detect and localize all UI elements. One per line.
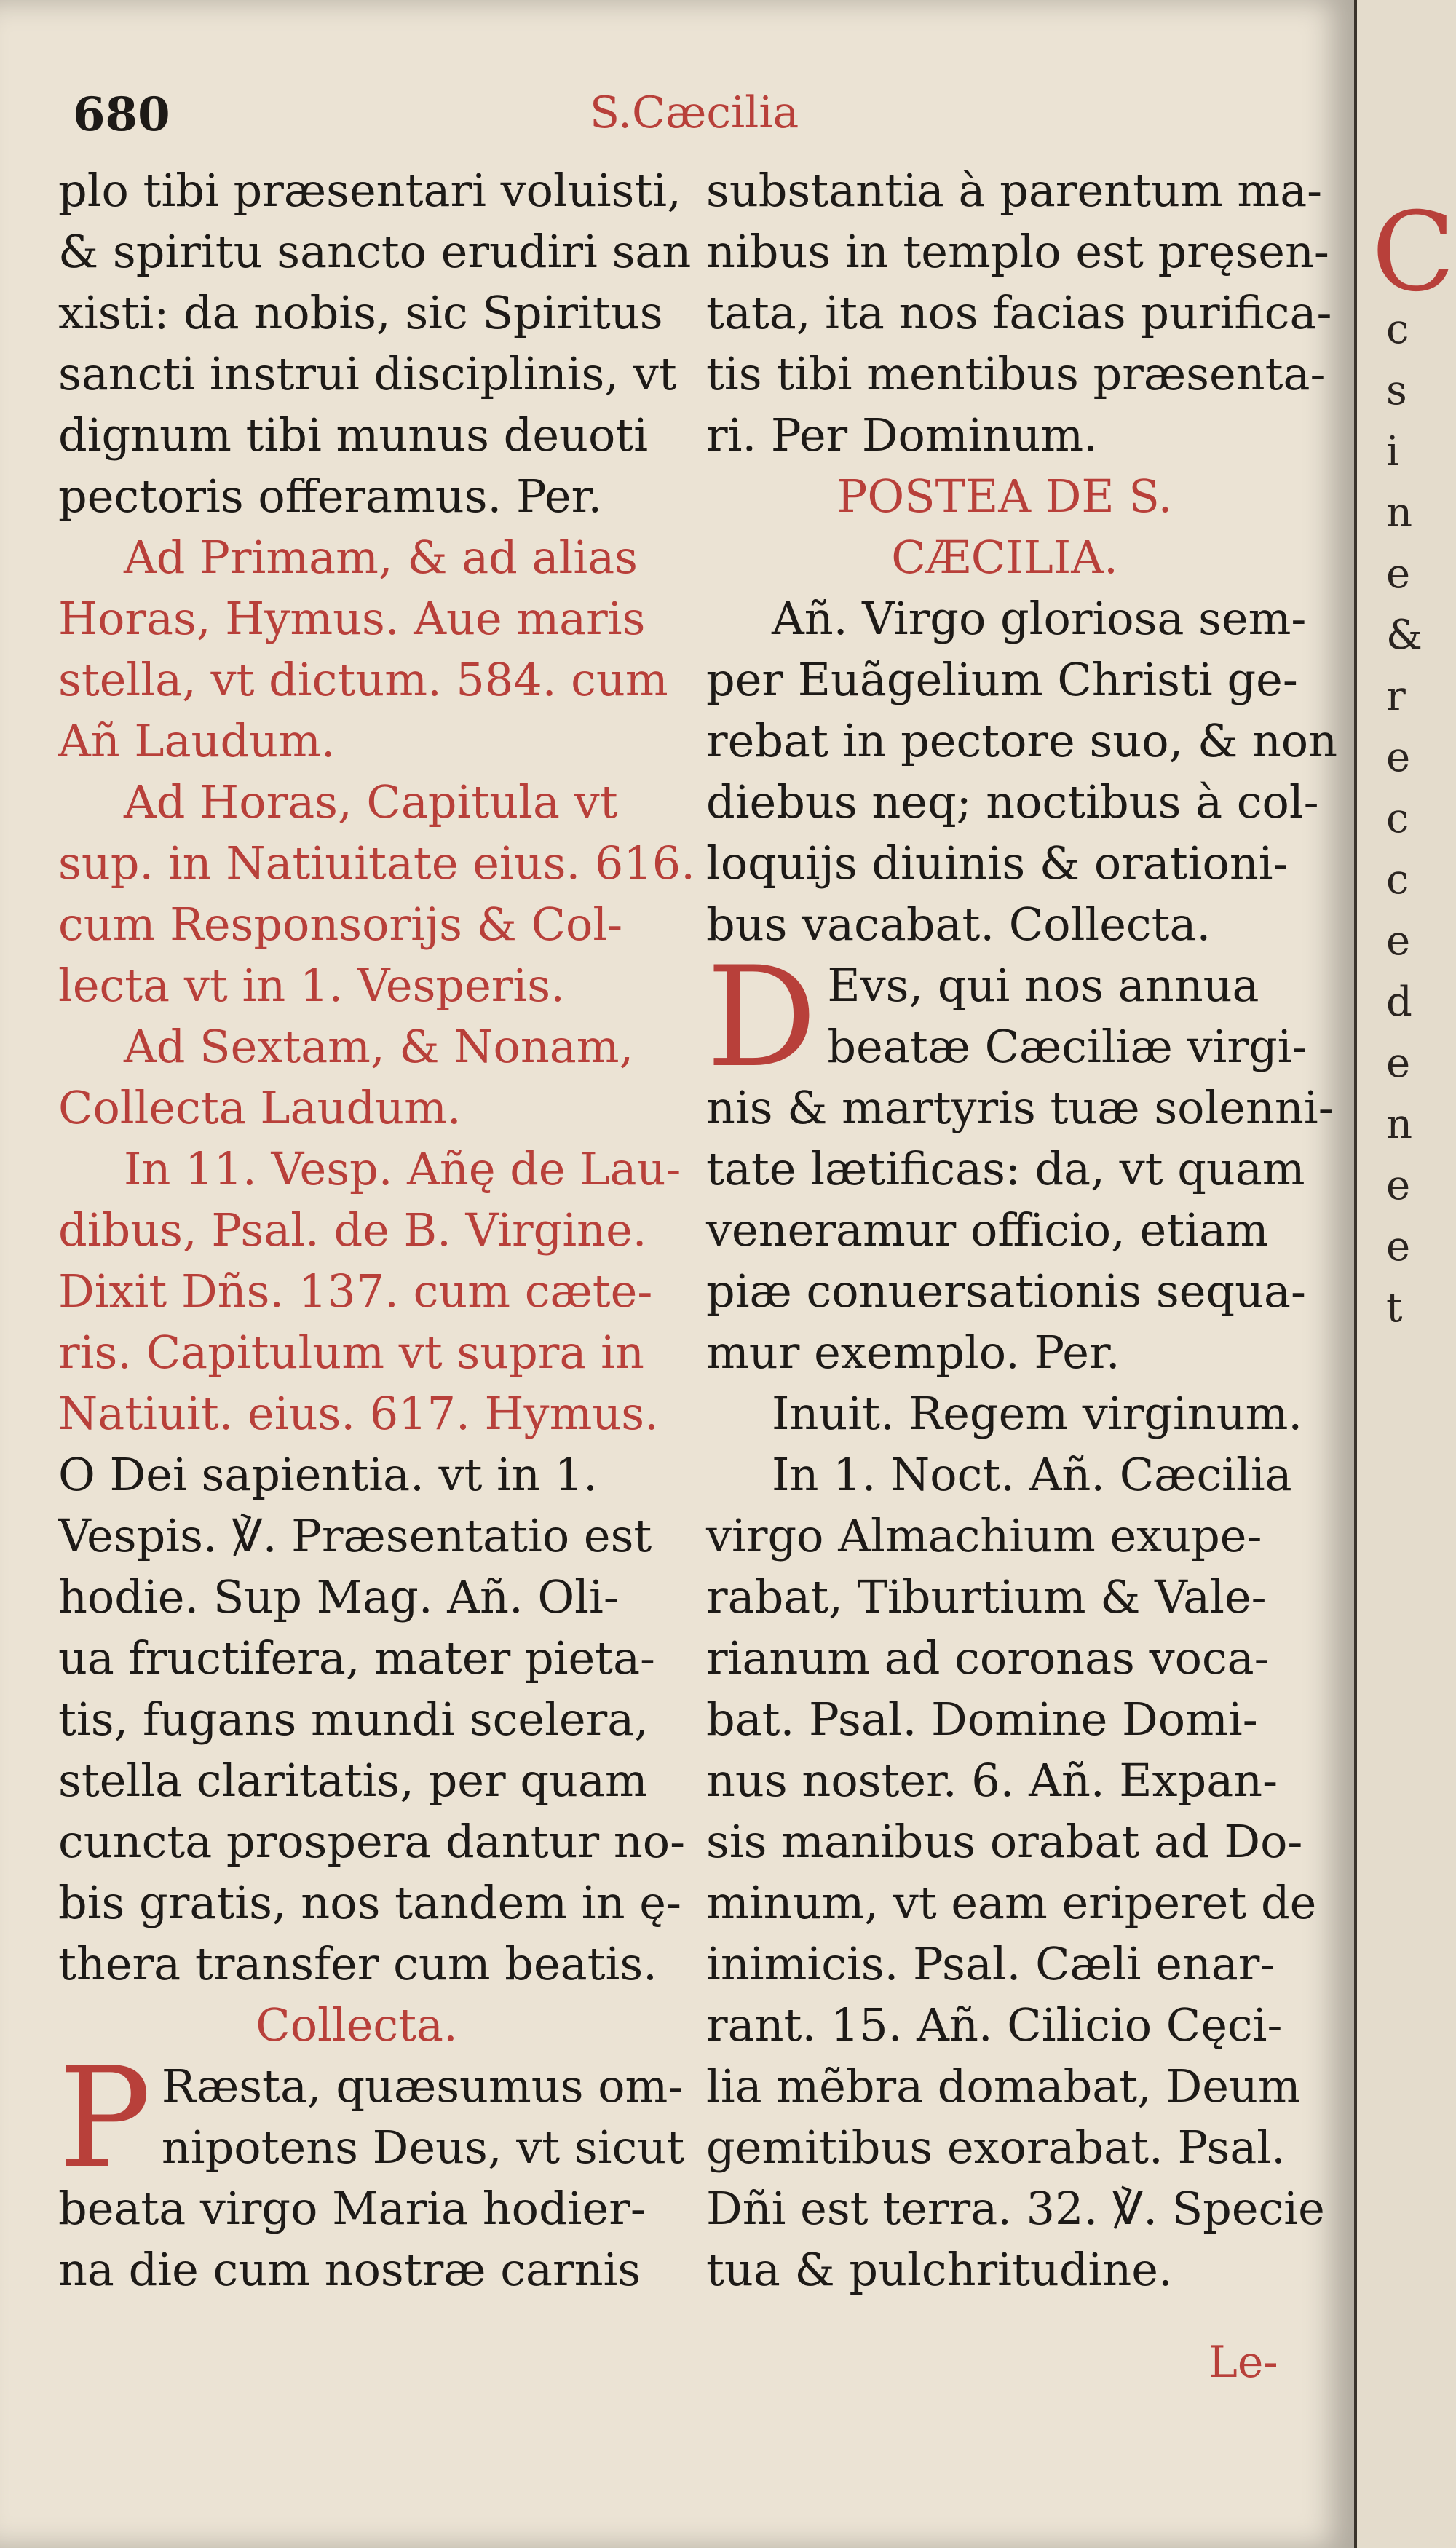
text-line: cuncta prospera dantur no- [58, 1815, 686, 1868]
text-line: stella, vt dictum. 584. cum [58, 653, 668, 706]
text-line: Ad Sextam, & Nonam, [124, 1020, 634, 1073]
text-line: Natiuit. eius. 617. Hymus. [58, 1387, 659, 1440]
text-line: loquijs diuinis & orationi- [706, 836, 1289, 890]
adjacent-page-fragment: c [1386, 306, 1409, 353]
adjacent-page-fragment: c [1386, 795, 1409, 842]
text-line: tua & pulchritudine. [706, 2243, 1173, 2296]
text-line: nis & martyris tuæ solenni- [706, 1081, 1334, 1134]
text-line: xisti: da nobis, sic Spiritus [58, 286, 663, 339]
text-line: thera transfer cum beatis. [58, 1937, 657, 1990]
adjacent-page-fragment: e [1386, 1223, 1411, 1270]
text-line: rant. 15. Añ. Cilicio Cęci- [706, 1998, 1283, 2052]
left-column [58, 160, 695, 2300]
text-line: rebat in pectore suo, & non [706, 714, 1338, 767]
text-line: piæ conuersationis sequa- [706, 1265, 1306, 1318]
text-line: dibus, Psal. de B. Virgine. [58, 1203, 647, 1257]
text-line: sancti instrui disciplinis, vt [58, 347, 677, 400]
text-line: Inuit. Regem virginum. [772, 1387, 1303, 1440]
adjacent-page-fragment: s [1386, 367, 1407, 414]
text-line: per Euãgelium Christi ge- [706, 653, 1298, 706]
text-line: Collecta Laudum. [58, 1081, 462, 1134]
adjacent-page-fragment: e [1386, 917, 1411, 965]
catchword: Le- [1208, 2337, 1278, 2388]
drop-capital: D [706, 937, 818, 1098]
text-line: O Dei sapientia. vt in 1. [58, 1448, 598, 1501]
running-head [73, 87, 1252, 146]
text-line: tis, fugans mundi scelera, [58, 1693, 649, 1746]
folio-number: 680 [73, 87, 170, 142]
text-line: inimicis. Psal. Cæli enar- [706, 1937, 1275, 1990]
adjacent-page-fragment: c [1386, 856, 1409, 903]
text-line: plo tibi præsentari voluisti, [58, 164, 681, 217]
text-line: Collecta. [256, 1998, 458, 2052]
text-line: Ad Primam, & ad alias [124, 531, 638, 584]
text-line: tate lætificas: da, vt quam [706, 1142, 1305, 1195]
adjacent-page-fragment: n [1386, 1101, 1413, 1148]
text-line: nipotens Deus, vt sicut [161, 2121, 685, 2174]
text-line: rabat, Tiburtium & Vale- [706, 1570, 1267, 1623]
adjacent-page-fragment: e [1386, 550, 1411, 598]
text-line: ris. Capitulum vt supra in [58, 1326, 644, 1379]
text-line: lia mẽbra domabat, Deum [706, 2060, 1301, 2113]
text-line: In 11. Vesp. Añę de Lau- [124, 1142, 681, 1195]
text-line: Ad Horas, Capitula vt [124, 775, 618, 828]
text-line: sup. in Natiuitate eius. 616. [58, 836, 695, 890]
text-line: tata, ita nos facias purifica- [706, 286, 1332, 339]
text-line: Dñi est terra. 32. ℣. Specie [706, 2182, 1325, 2235]
text-line: bat. Psal. Domine Domi- [706, 1693, 1258, 1746]
text-line: virgo Almachium exupe- [706, 1509, 1262, 1562]
text-line: minum, vt eam eriperet de [706, 1876, 1317, 1929]
adjacent-page-fragment: e [1386, 734, 1411, 781]
text-line: Horas, Hymus. Aue maris [58, 592, 646, 645]
text-line: cum Responsorijs & Col- [58, 898, 623, 951]
text-line: ri. Per Dominum. [706, 408, 1098, 462]
text-line: beatæ Cæciliæ virgi- [827, 1020, 1307, 1073]
text-line: CÆCILIA. [891, 531, 1118, 584]
text-line: Dixit Dñs. 137. cum cæte- [58, 1265, 653, 1318]
line-text: Ræsta, quæsumus om- [161, 2060, 684, 2113]
text-line: veneramur officio, etiam [706, 1203, 1269, 1257]
adjacent-page-fragment: r [1386, 673, 1406, 720]
right-column [706, 160, 1338, 2300]
text-line: rianum ad coronas voca- [706, 1631, 1270, 1685]
text-line: hodie. Sup Mag. Añ. Oli- [58, 1570, 619, 1623]
line-text: Evs, qui nos annua [827, 959, 1259, 1012]
adjacent-page-fragment: d [1386, 978, 1412, 1026]
running-title: S.Cæcilia [590, 87, 799, 138]
adjacent-page-fragment: & [1386, 612, 1423, 659]
text-line: & spiritu sancto erudiri san [58, 225, 692, 278]
text-line: Vespis. ℣. Præsentatio est [58, 1509, 652, 1562]
text-line: na die cum nostræ carnis [58, 2243, 641, 2296]
text-line: nus noster. 6. Añ. Expan- [706, 1754, 1278, 1807]
text-line: nibus in templo est pręsen- [706, 225, 1329, 278]
text-line: pectoris offeramus. Per. [58, 470, 603, 523]
text-line: dignum tibi munus deuoti [58, 408, 649, 462]
text-line: bis gratis, nos tandem in ę- [58, 1876, 681, 1929]
text-line: mur exemplo. Per. [706, 1326, 1120, 1379]
text-line: substantia à parentum ma- [706, 164, 1323, 217]
text-line: gemitibus exorabat. Psal. [706, 2121, 1286, 2174]
adjacent-page-fragment: e [1386, 1040, 1411, 1087]
text-line: ua fructifera, mater pieta- [58, 1631, 655, 1685]
text-line: Añ Laudum. [58, 714, 336, 767]
adjacent-page-fragment: i [1386, 428, 1399, 475]
adjacent-page-edge [1354, 0, 1456, 2548]
text-line: POSTEA DE S. [836, 470, 1173, 523]
text-line: Añ. Virgo gloriosa sem- [772, 592, 1307, 645]
adjacent-page-fragment: e [1386, 1162, 1411, 1209]
drop-capital: P [58, 2038, 151, 2199]
adjacent-page-fragment: n [1386, 489, 1413, 537]
text-line: stella claritatis, per quam [58, 1754, 648, 1807]
text-line: bus vacabat. Collecta. [706, 898, 1211, 951]
adjacent-page-fragment: t [1386, 1284, 1403, 1332]
text-line: diebus neq; noctibus à col- [706, 775, 1319, 828]
text-line: sis manibus orabat ad Do- [706, 1815, 1303, 1868]
text-line: In 1. Noct. Añ. Cæcilia [772, 1448, 1292, 1501]
text-line: lecta vt in 1. Vesperis. [58, 959, 565, 1012]
text-line: beata virgo Maria hodier- [58, 2182, 646, 2235]
adjacent-page-fragment: C [1372, 189, 1455, 316]
text-line: tis tibi mentibus præsenta- [706, 347, 1326, 400]
